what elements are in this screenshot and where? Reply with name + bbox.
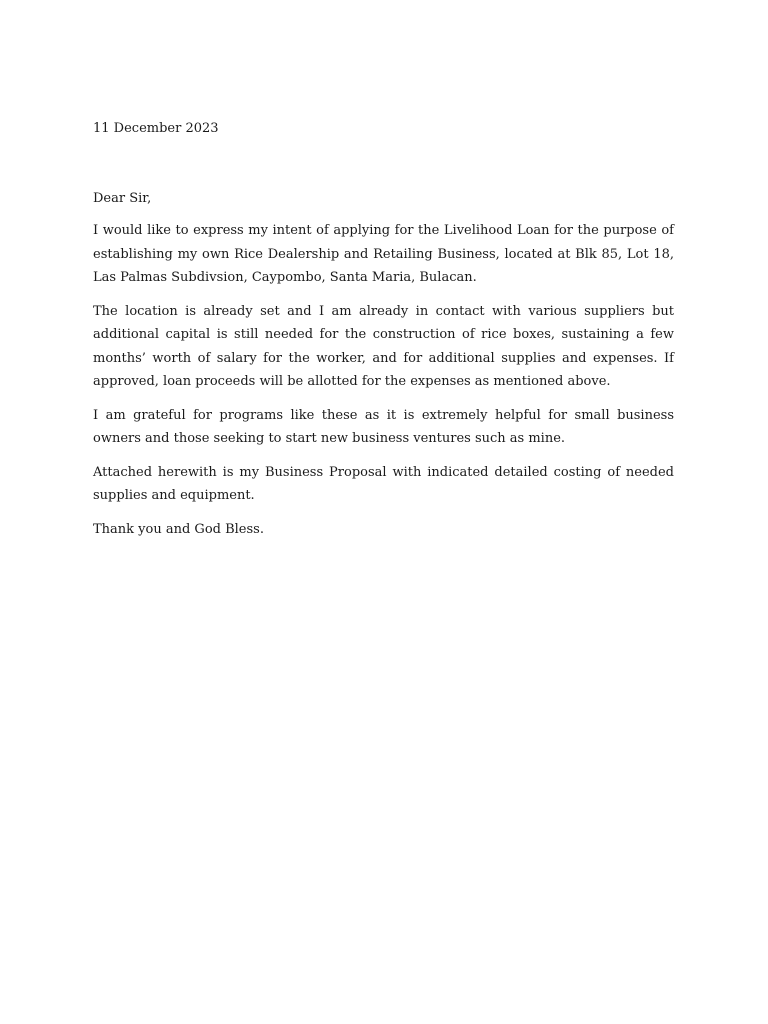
letter-paragraph-attachment: Attached herewith is my Business Proposal with indicated detailed costing of needed supplies and equipment. <box>93 464 674 503</box>
letter-date: 11 December 2023 <box>93 121 219 136</box>
letter-paragraph-intent: I would like to express my intent of applying for the Livelihood Loan for the purpose of establishing my own Rice Dealership and Retailing Business, located at Blk 85, Lot 18, Las Palmas Subdivsion, Caypombo, Santa Maria, Bulacan. <box>93 223 674 285</box>
letter-paragraph-capital-needs: The location is already set and I am already in contact with various suppliers but additional capital is still needed for the construction of rice boxes, sustaining a few months’ worth of salary for the worker, and for additional supplies and expenses. If approved, loan proceeds will be allotted for the expenses as mentioned above. <box>93 303 674 389</box>
letter-body <box>93 119 674 541</box>
letter-paragraph-gratitude: I am grateful for programs like these as it is extremely helpful for small business owners and those seeking to start new business ventures such as mine. <box>93 407 674 446</box>
letter-closing: Thank you and God Bless. <box>93 521 264 537</box>
letter-salutation: Dear Sir, <box>93 191 152 206</box>
